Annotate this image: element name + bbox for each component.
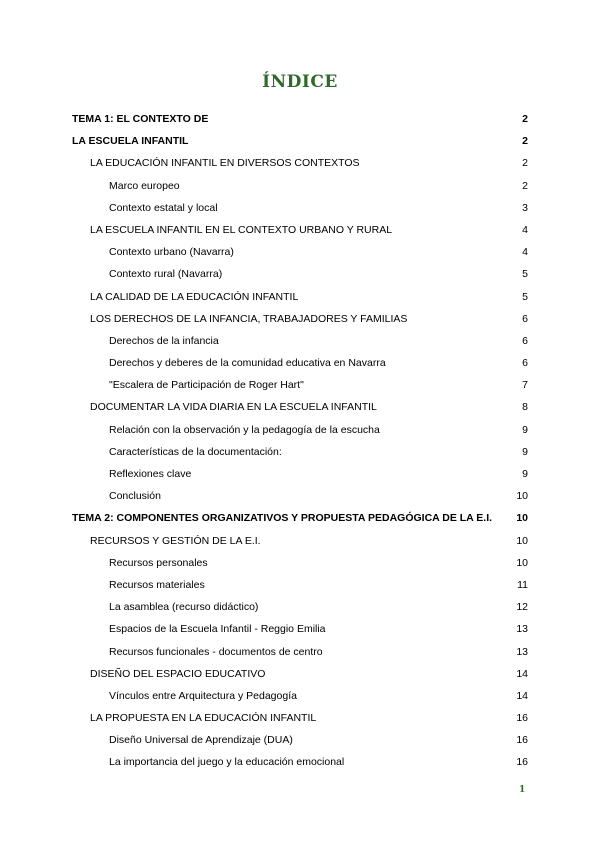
- toc-entry-page: 10: [516, 512, 528, 525]
- toc-entry-label: Contexto urbano (Navarra): [109, 246, 234, 259]
- page-title: ÍNDICE: [262, 72, 338, 92]
- toc-entry-label: TEMA 1: EL CONTEXTO DE: [72, 113, 209, 125]
- toc-entry-page: 2: [522, 113, 528, 125]
- toc-entry-page: 14: [516, 667, 528, 680]
- toc-entry[interactable]: [72, 729, 528, 751]
- toc-entry-label: "Escalera de Participación de Roger Hart": [109, 379, 304, 392]
- toc-entry[interactable]: [72, 463, 528, 485]
- toc-entry[interactable]: [72, 152, 528, 174]
- toc-entry[interactable]: [72, 485, 528, 507]
- toc-entry[interactable]: [72, 507, 528, 529]
- toc-entry-label: Características de la documentación:: [109, 445, 282, 458]
- toc-entry-page: 6: [522, 312, 528, 325]
- toc-entry-label: Recursos personales: [109, 556, 208, 569]
- toc-entry-page: 16: [516, 756, 528, 769]
- toc-entry-label: Reflexiones clave: [109, 468, 192, 480]
- toc-entry[interactable]: [72, 618, 528, 640]
- toc-entry-label: LOS DERECHOS DE LA INFANCIA, TRABAJADORES Y FAMILIAS: [90, 312, 408, 325]
- toc-entry-label: Relación con la observación y la pedagogía de la escucha: [109, 423, 380, 436]
- toc-entry-page: 4: [522, 246, 528, 259]
- toc-entry[interactable]: [72, 574, 528, 596]
- toc-entry-page: 13: [516, 623, 528, 636]
- toc-entry-page: 11: [517, 578, 528, 591]
- toc-entry[interactable]: [72, 175, 528, 197]
- page-number: 1: [519, 785, 526, 795]
- toc-entry-label: Diseño Universal de Aprendizaje (DUA): [109, 734, 293, 747]
- toc-entry-label: LA EDUCACIÓN INFANTIL EN DIVERSOS CONTEXTOS: [90, 157, 360, 170]
- toc-entry-label: Vínculos entre Arquitectura y Pedagogía: [109, 689, 297, 702]
- toc-entry-label: Conclusión: [109, 490, 161, 503]
- toc-entry-page: 2: [522, 157, 528, 170]
- toc-entry-label: DISEÑO DEL ESPACIO EDUCATIVO: [90, 667, 266, 680]
- table-of-contents: [72, 108, 528, 774]
- toc-entry[interactable]: [72, 352, 528, 374]
- toc-entry-label: Marco europeo: [109, 179, 180, 192]
- toc-entry-label: Derechos y deberes de la comunidad educativa en Navarra: [109, 357, 386, 370]
- toc-entry[interactable]: [72, 286, 528, 308]
- toc-entry-page: 9: [522, 468, 528, 480]
- toc-entry[interactable]: [72, 130, 528, 152]
- toc-entry[interactable]: [72, 263, 528, 285]
- toc-entry-label: Recursos funcionales - documentos de centro: [109, 645, 323, 658]
- toc-entry-page: 6: [522, 357, 528, 370]
- toc-entry-label: RECURSOS Y GESTIÓN DE LA E.I.: [90, 534, 261, 547]
- toc-entry-label: DOCUMENTAR LA VIDA DIARIA EN LA ESCUELA INFANTIL: [90, 401, 377, 414]
- toc-entry-label: Derechos de la infancia: [109, 334, 219, 347]
- toc-entry-page: 12: [516, 601, 528, 614]
- toc-entry-page: 13: [516, 645, 528, 658]
- toc-entry-label: LA ESCUELA INFANTIL EN EL CONTEXTO URBANO Y RURAL: [90, 223, 393, 236]
- toc-entry-page: 5: [522, 290, 528, 303]
- toc-entry-label: La asamblea (recurso didáctico): [109, 601, 259, 614]
- toc-entry[interactable]: [72, 396, 528, 418]
- toc-entry[interactable]: [72, 663, 528, 685]
- toc-entry-label: Espacios de la Escuela Infantil - Reggio Emilia: [109, 623, 326, 636]
- toc-entry-page: 5: [522, 268, 528, 281]
- toc-entry-page: 9: [522, 423, 528, 436]
- toc-entry-page: 8: [522, 401, 528, 414]
- toc-entry[interactable]: [72, 596, 528, 618]
- toc-entry[interactable]: [72, 219, 528, 241]
- toc-entry-page: 4: [522, 223, 528, 236]
- toc-entry-page: 9: [522, 445, 528, 458]
- toc-entry-label: TEMA 2: COMPONENTES ORGANIZATIVOS Y PROPUESTA PEDAGÓGICA DE LA E.I.: [72, 512, 493, 525]
- toc-entry[interactable]: [72, 530, 528, 552]
- toc-entry-page: 2: [522, 179, 528, 192]
- toc-entry[interactable]: [72, 197, 528, 219]
- toc-entry[interactable]: [72, 308, 528, 330]
- toc-entry-page: 7: [522, 379, 528, 392]
- toc-entry-page: 10: [516, 556, 528, 569]
- toc-entry[interactable]: [72, 685, 528, 707]
- toc-entry-label: Contexto estatal y local: [109, 201, 218, 214]
- toc-entry[interactable]: [72, 641, 528, 663]
- toc-entry-label: La importancia del juego y la educación emocional: [109, 756, 345, 769]
- toc-entry[interactable]: [72, 330, 528, 352]
- toc-entry-label: Contexto rural (Navarra): [109, 268, 223, 281]
- toc-entry[interactable]: [72, 374, 528, 396]
- toc-entry-page: 6: [522, 334, 528, 347]
- toc-entry-label: LA PROPUESTA EN LA EDUCACIÓN INFANTIL: [90, 712, 317, 725]
- toc-entry-page: 3: [522, 201, 528, 214]
- toc-entry-page: 2: [522, 135, 528, 148]
- toc-entry-page: 16: [516, 712, 528, 725]
- toc-entry-page: 16: [516, 734, 528, 747]
- toc-entry-label: LA CALIDAD DE LA EDUCACIÓN INFANTIL: [90, 290, 299, 303]
- toc-entry[interactable]: [72, 441, 528, 463]
- toc-entry-page: 14: [516, 689, 528, 702]
- toc-entry-label: LA ESCUELA INFANTIL: [72, 135, 189, 148]
- toc-entry-page: 10: [516, 534, 528, 547]
- toc-entry[interactable]: [72, 751, 528, 773]
- toc-entry-page: 10: [516, 490, 528, 503]
- toc-entry[interactable]: [72, 552, 528, 574]
- toc-entry[interactable]: [72, 419, 528, 441]
- toc-entry-label: Recursos materiales: [109, 578, 205, 591]
- toc-entry[interactable]: [72, 108, 528, 130]
- toc-entry[interactable]: [72, 707, 528, 729]
- toc-entry[interactable]: [72, 241, 528, 263]
